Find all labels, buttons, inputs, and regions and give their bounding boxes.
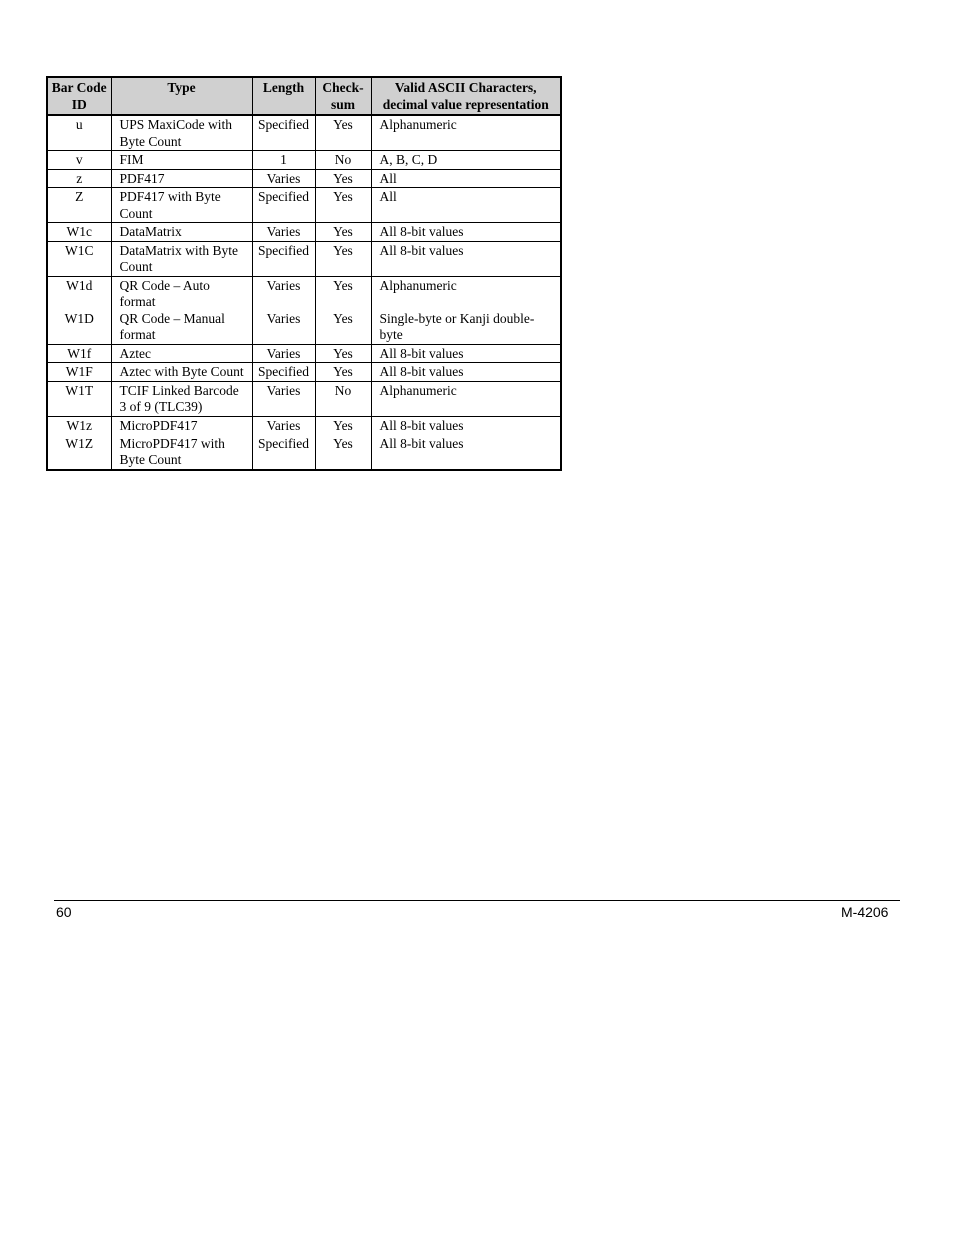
cell-length: Specified <box>252 241 315 276</box>
cell-valid-line: All 8-bit values <box>379 417 464 433</box>
cell-valid-line: Alphanumeric <box>379 277 457 293</box>
cell-checksum: Yes <box>315 115 371 151</box>
cell-id: W1T <box>47 381 111 416</box>
cell-id <box>47 276 111 344</box>
cell-type <box>111 276 252 344</box>
table-row <box>47 188 561 223</box>
cell-type: TCIF Linked Barcode 3 of 9 (TLC39) <box>111 381 252 416</box>
table-row <box>47 344 561 363</box>
table-row <box>47 363 561 382</box>
cell-length: Varies <box>252 344 315 363</box>
table-row <box>47 381 561 416</box>
table-row <box>47 115 561 151</box>
cell-id: v <box>47 151 111 170</box>
table-row <box>47 169 561 188</box>
cell-length: Specified <box>252 115 315 151</box>
cell-type: Aztec with Byte Count <box>111 363 252 382</box>
table-header-row <box>47 77 561 115</box>
cell-length-line: Specified <box>258 435 309 451</box>
table-row <box>47 276 561 344</box>
cell-valid-line: Single-byte or Kanji double-byte <box>379 310 535 342</box>
cell-checksum-line: Yes <box>333 417 353 433</box>
table-row <box>47 416 561 470</box>
cell-type <box>111 416 252 470</box>
header-length: Length <box>252 77 315 115</box>
cell-id-line: W1D <box>64 310 94 326</box>
cell-length: Specified <box>252 188 315 223</box>
cell-length: Specified <box>252 363 315 382</box>
cell-checksum-line: Yes <box>333 310 353 326</box>
barcode-table <box>46 76 562 471</box>
cell-id <box>47 416 111 470</box>
header-bar-code-id: Bar Code ID <box>47 77 111 115</box>
cell-checksum <box>315 276 371 344</box>
cell-type: UPS MaxiCode with Byte Count <box>111 115 252 151</box>
cell-valid: All <box>371 188 561 223</box>
cell-type-line: QR Code – Manual format <box>119 310 225 342</box>
cell-valid: All 8-bit values <box>371 363 561 382</box>
table-row <box>47 223 561 242</box>
cell-id: W1F <box>47 363 111 382</box>
cell-length: Varies <box>252 169 315 188</box>
cell-checksum: Yes <box>315 169 371 188</box>
cell-length-line: Varies <box>266 417 301 433</box>
cell-checksum: Yes <box>315 188 371 223</box>
cell-id-line: W1Z <box>65 435 94 451</box>
cell-length-line: Varies <box>266 310 301 326</box>
header-valid-ascii: Valid ASCII Characters, decimal value representation <box>371 77 561 115</box>
cell-type: DataMatrix with Byte Count <box>111 241 252 276</box>
cell-checksum: Yes <box>315 241 371 276</box>
cell-valid <box>371 276 561 344</box>
cell-length-line: Varies <box>266 277 301 293</box>
cell-type: PDF417 <box>111 169 252 188</box>
cell-valid: A, B, C, D <box>371 151 561 170</box>
cell-id: W1c <box>47 223 111 242</box>
cell-type: DataMatrix <box>111 223 252 242</box>
cell-valid <box>371 416 561 470</box>
cell-valid: All 8-bit values <box>371 223 561 242</box>
cell-length: Varies <box>252 223 315 242</box>
cell-type-line: MicroPDF417 with Byte Count <box>119 435 225 467</box>
cell-checksum-line: Yes <box>333 277 353 293</box>
cell-checksum: No <box>315 381 371 416</box>
cell-checksum: Yes <box>315 363 371 382</box>
cell-length <box>252 276 315 344</box>
cell-id-line: W1d <box>66 277 93 293</box>
cell-length <box>252 416 315 470</box>
table-row <box>47 151 561 170</box>
header-checksum: Check-sum <box>315 77 371 115</box>
cell-valid: All <box>371 169 561 188</box>
footer-divider <box>54 900 900 901</box>
cell-type: FIM <box>111 151 252 170</box>
cell-id: z <box>47 169 111 188</box>
cell-id: W1C <box>47 241 111 276</box>
cell-checksum-line: Yes <box>333 435 353 451</box>
cell-valid-line: All 8-bit values <box>379 435 464 451</box>
cell-valid: Alphanumeric <box>371 115 561 151</box>
cell-type: PDF417 with Byte Count <box>111 188 252 223</box>
document-id: M-4206 <box>841 904 889 920</box>
table-row <box>47 241 561 276</box>
cell-length: 1 <box>252 151 315 170</box>
cell-type: Aztec <box>111 344 252 363</box>
cell-length: Varies <box>252 381 315 416</box>
cell-checksum: No <box>315 151 371 170</box>
cell-id: Z <box>47 188 111 223</box>
cell-valid: All 8-bit values <box>371 344 561 363</box>
page-number: 60 <box>56 904 72 920</box>
cell-type-line: QR Code – Auto format <box>119 277 210 309</box>
cell-checksum: Yes <box>315 344 371 363</box>
cell-type-line: MicroPDF417 <box>119 417 198 433</box>
cell-id: W1f <box>47 344 111 363</box>
cell-id: u <box>47 115 111 151</box>
cell-valid: All 8-bit values <box>371 241 561 276</box>
cell-checksum <box>315 416 371 470</box>
cell-id-line: W1z <box>66 417 92 433</box>
header-type: Type <box>111 77 252 115</box>
cell-checksum: Yes <box>315 223 371 242</box>
cell-valid: Alphanumeric <box>371 381 561 416</box>
